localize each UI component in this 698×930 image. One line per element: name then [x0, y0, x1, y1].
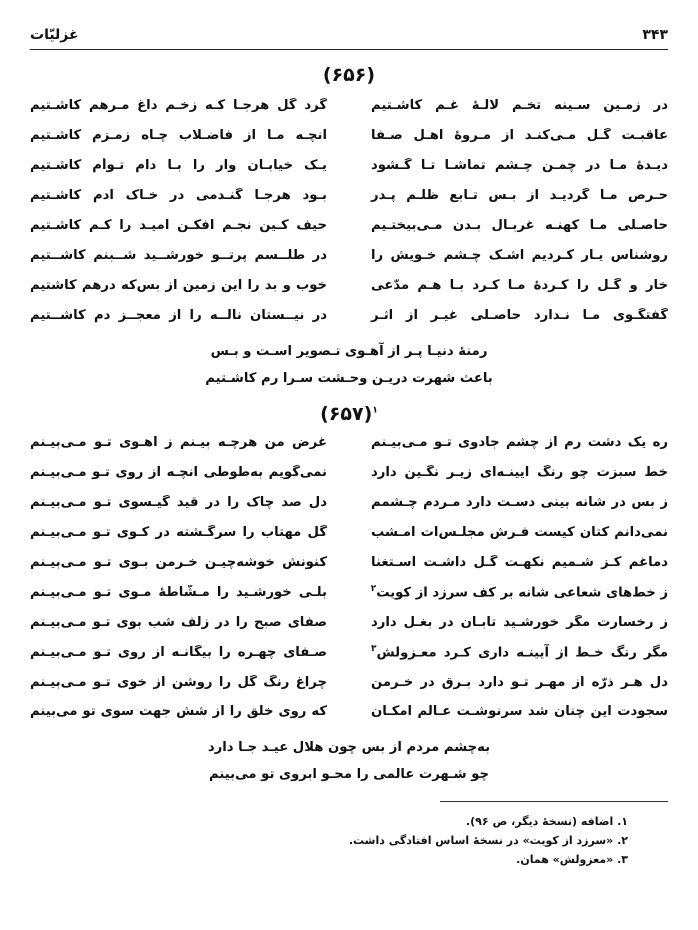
couplet	[30, 300, 668, 330]
misra-second	[30, 308, 349, 323]
verse-text: نمی‌دانم کتان کیست فـرش مجلـس‌ات امـشب	[371, 525, 668, 541]
ghazal-656-couplets	[30, 91, 668, 330]
verse-text: در نیــستان نالــه را از معجــز دم کاشــتیم	[30, 307, 327, 323]
header-rule	[30, 49, 668, 50]
ghazal-657-couplets	[30, 428, 668, 727]
footnote-3: ۳. «معزولش» همان.	[516, 853, 628, 866]
verse-text: دل صد چاک را در قید گیـسوی تـو مـی‌بیـنم	[30, 495, 327, 511]
ghazal-656-final-couplet	[0, 338, 698, 392]
couplet	[30, 577, 668, 607]
misra-first	[349, 465, 668, 480]
verse-text: نمی‌گویم به‌طوطی آنچـه از روی تـو مـی‌بیـنم	[30, 465, 327, 481]
couplet	[30, 548, 668, 578]
verse-text: که روی خلق را از شش جهت سوی تو می‌بینم	[30, 704, 327, 720]
misra-first	[349, 435, 668, 450]
misra-first	[349, 158, 668, 173]
footnote-ref: ۳	[371, 643, 377, 654]
footnote-ref: ۲	[370, 584, 377, 595]
couplet	[30, 151, 668, 181]
verse-text: گرد گل هرجـا کـه زخـم داغ مـرهم کاشـتیم	[30, 98, 327, 114]
verse-text: یـک خیابـان وار را بـا دام تـوأم کاشـتیم	[30, 158, 327, 174]
footnote-1: ۱. اضافه (نسخهٔ دیگر، ص ۹۶).	[465, 815, 628, 828]
verse-text: دیـدهٔ مـا در چمـن چـشم تماشـا تـا گـشود	[371, 158, 668, 174]
verse-text: غرض من هرچـه بیـنم ز آهـوی تـو مـی‌بیـنم	[30, 435, 327, 451]
verse-text: حیف کـین نجـم افکـن امیـد را کـم کاشـتیم	[30, 218, 327, 233]
verse-text: بلـی خورشـید را مـشّاطهٔ مـوی تـو مـی‌بیـنم	[30, 584, 327, 600]
verse-text: حاصـلی مـا کهنـه غربـال بـدن مـی‌بیختـیم	[371, 218, 668, 233]
verse-text: خوب و بد را این زمین از بس‌که درهم کاشتیم	[30, 277, 327, 293]
couplet	[30, 458, 668, 488]
misra-first	[349, 525, 668, 540]
misra-second	[30, 675, 349, 690]
verse-text: صـفای چهـره را بیگانـه از روی تـو مـی‌بیـنم	[30, 644, 327, 660]
footnote-ref-1: ۱	[372, 405, 378, 416]
verse-text: آنچـه مـا از فاضـلاب چـاه زمـزم کاشـتیم	[30, 128, 327, 144]
misra-second	[30, 435, 349, 450]
final-misra-2: چو شـهرت عالمی را محـو ابروی تو می‌بینم	[209, 767, 489, 782]
verse-text: چراغ رنگ گل را روشن از خوی تـو مـی‌بیـنم	[30, 674, 327, 690]
ghazal-656-number: (۶۵۶)	[322, 64, 376, 86]
couplet	[30, 697, 668, 727]
misra-first	[349, 675, 668, 690]
verse-text: گفتگـوی مـا نـدارد حاصـلی غیـر از اثـر	[371, 307, 668, 323]
misra-second	[30, 188, 349, 203]
couplet	[30, 428, 668, 458]
ghazal-657-title	[0, 403, 698, 425]
verse-text: ز بس در شانه بینی دسـت دارد مـردم چـشمم	[371, 495, 668, 511]
couplet	[30, 91, 668, 121]
misra-first	[349, 248, 668, 263]
verse-text: بـود هرجـا گنـدمی در خـاک آدم کاشـتیم	[30, 188, 327, 204]
misra-first	[349, 308, 668, 323]
misra-first	[349, 128, 668, 143]
ghazal-657-number: (۶۵۷)	[320, 403, 373, 425]
footnote-2: ۲. «سرزد از کویت» در نسخهٔ اساس افتادگی داشت.	[348, 834, 628, 847]
misra-first	[349, 555, 668, 570]
misra-first	[349, 615, 668, 630]
verse-text: دماغم کـز شـمیم نکهـت گـل داشـت اسـتغنا	[371, 555, 668, 570]
page-header	[30, 24, 668, 46]
misra-second	[30, 98, 349, 113]
verse-text: عاقبـت گـل مـی‌کنـد از مـروهٔ اهـل صـفا	[371, 128, 668, 144]
final-misra-1: رمنهٔ دنیـا پـر از آهـوی تـصویر اسـت و بـس	[210, 344, 488, 359]
misra-first	[349, 644, 668, 660]
misra-second	[30, 465, 349, 480]
couplet	[30, 211, 668, 241]
misra-first	[349, 495, 668, 510]
misra-second	[30, 615, 349, 630]
verse-text: دل هـر ذرّه از مهـر تـو دارد بـرق در خـرمن	[371, 674, 668, 690]
couplet	[30, 667, 668, 697]
verse-text: مگر رنگ خـط از آیینـه داری کـرد معـزولش	[376, 645, 668, 661]
misra-first	[349, 584, 668, 600]
verse-text: کنونش خوشه‌چیـن خـرمن بـوی تـو مـی‌بیـنم	[30, 555, 327, 570]
misra-second	[30, 248, 349, 263]
couplet	[30, 518, 668, 548]
couplet	[30, 488, 668, 518]
couplet	[30, 121, 668, 151]
verse-text: حـرص مـا گردیـد از بـس تـابع ظلـم پـدر	[371, 188, 668, 204]
misra-second	[30, 218, 349, 233]
verse-text: در زمـین سـینه تخـم لالـهٔ غـم کاشـتیم	[371, 98, 668, 114]
verse-text: ره یک دشت رم از چشم جادوی تـو مـی‌بیـنم	[371, 435, 668, 451]
verse-text: روشناس یـار کـردیم اشـک چـشم خـویش را	[371, 247, 668, 263]
misra-second	[30, 555, 349, 570]
misra-second	[30, 585, 349, 600]
misra-second	[30, 158, 349, 173]
misra-second	[30, 704, 349, 719]
verse-text: ز خط‌های شعاعی شانه بر کف سرزد از کویت	[376, 585, 668, 601]
ghazal-657-final-couplet	[0, 734, 698, 788]
verse-text: ز رخسارت مگر خورشـید تابـان در بغـل دارد	[371, 614, 668, 630]
final-misra-2: باعث شهرت دریـن وحـشت سـرا رم کاشـتیم	[205, 371, 493, 386]
misra-second	[30, 278, 349, 293]
verse-text: گل مهتاب را سرگـشته در کـوی تـو مـی‌بیـنم	[30, 525, 327, 541]
misra-second	[30, 128, 349, 143]
misra-second	[30, 495, 349, 510]
verse-text: در طلــسم پرتــو خورشــید شــبنم کاشــتیم	[30, 247, 327, 263]
misra-first	[349, 218, 668, 233]
misra-first	[349, 188, 668, 203]
page-number: ۳۴۳	[642, 27, 668, 43]
verse-text: خط سبزت چو رنگ آیینـه‌ای زیـر نگـین دارد	[371, 465, 668, 481]
misra-first	[349, 98, 668, 113]
verse-text: سجودت این چنان شد سرنوشـت عـالم امکـان	[371, 704, 668, 720]
couplet	[30, 240, 668, 270]
couplet	[30, 270, 668, 300]
verse-text: خار و گـل را کـردهٔ مـا کـرد بـا هـم مدّعی	[371, 277, 668, 293]
misra-second	[30, 525, 349, 540]
couplet	[30, 637, 668, 667]
ghazal-656-title	[0, 64, 698, 86]
footnote-rule	[440, 801, 668, 802]
verse-text: صفای صبح را در زلف شب بوی تـو مـی‌بیـنم	[30, 614, 327, 630]
misra-first	[349, 278, 668, 293]
misra-first	[349, 704, 668, 719]
couplet	[30, 181, 668, 211]
running-title: غزلیّات	[30, 27, 79, 43]
couplet	[30, 607, 668, 637]
footnotes	[349, 812, 628, 869]
final-misra-1: به‌چشم مردم از بس چون هلال عیـد جـا دارد	[207, 740, 491, 755]
misra-second	[30, 645, 349, 660]
